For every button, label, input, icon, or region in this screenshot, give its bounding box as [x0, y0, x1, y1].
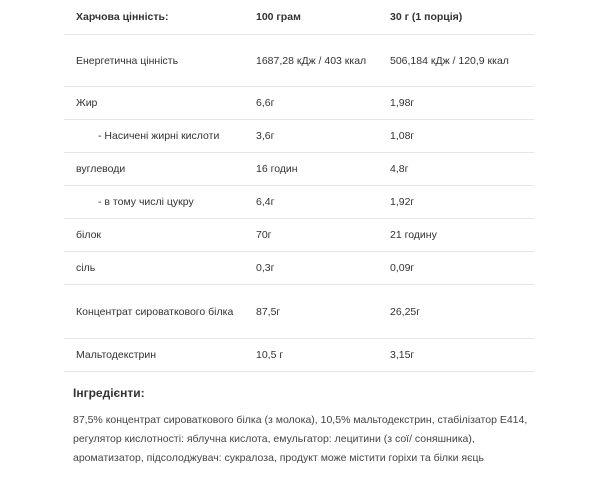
- ingredients-title: Інгредієнти:: [73, 386, 145, 400]
- header-per-100g: 100 грам: [244, 0, 378, 35]
- row-label: Мальтодекстрин: [64, 339, 244, 372]
- row-value-100g: 1687,28 кДж / 403 ккал: [244, 35, 378, 87]
- row-label: білок: [64, 219, 244, 252]
- row-label: Концентрат сироваткового білка: [64, 285, 244, 339]
- row-value-serving: 4,8г: [378, 153, 534, 186]
- row-value-serving: 21 годину: [378, 219, 534, 252]
- row-label: вуглеводи: [64, 153, 244, 186]
- table-row: [64, 35, 534, 87]
- table-row: [64, 120, 534, 153]
- ingredients-section: [73, 384, 543, 468]
- row-value-100g: 3,6г: [244, 120, 378, 153]
- row-value-serving: 506,184 кДж / 120,9 ккал: [378, 35, 534, 87]
- row-value-100g: 6,4г: [244, 186, 378, 219]
- row-label: Жир: [64, 87, 244, 120]
- table-header-row: [64, 0, 534, 35]
- row-value-serving: 1,92г: [378, 186, 534, 219]
- row-value-serving: 1,08г: [378, 120, 534, 153]
- row-value-100g: 70г: [244, 219, 378, 252]
- table-row: [64, 87, 534, 120]
- nutrition-table: [64, 0, 534, 372]
- row-value-serving: 1,98г: [378, 87, 534, 120]
- row-value-100g: 0,3г: [244, 252, 378, 285]
- row-label: сіль: [64, 252, 244, 285]
- row-value-serving: 3,15г: [378, 339, 534, 372]
- table-row: [64, 153, 534, 186]
- row-label: - в тому числі цукру: [64, 186, 244, 219]
- row-value-serving: 0,09г: [378, 252, 534, 285]
- row-label: - Насичені жирні кислоти: [64, 120, 244, 153]
- header-nutrition-value: Харчова цінність:: [64, 0, 244, 35]
- table-row: [64, 285, 534, 339]
- row-value-100g: 87,5г: [244, 285, 378, 339]
- ingredients-text: 87,5% концентрат сироваткового білка (з молока), 10,5% мальтодекстрин, стабілізатор Е414, регулятор кислотності: яблучна кислота, емульгатор: лецитини (з сої/ соняшника), ароматизатор, підсолоджувач: сукралоза, продукт може містити горіхи та білки яєць: [73, 414, 528, 464]
- row-value-serving: 26,25г: [378, 285, 534, 339]
- table-row: [64, 186, 534, 219]
- row-value-100g: 10,5 г: [244, 339, 378, 372]
- table-row: [64, 252, 534, 285]
- table-row: [64, 219, 534, 252]
- table-row: [64, 339, 534, 372]
- row-label: Енергетична цінність: [64, 35, 244, 87]
- header-per-serving: 30 г (1 порція): [378, 0, 534, 35]
- row-value-100g: 16 годин: [244, 153, 378, 186]
- row-value-100g: 6,6г: [244, 87, 378, 120]
